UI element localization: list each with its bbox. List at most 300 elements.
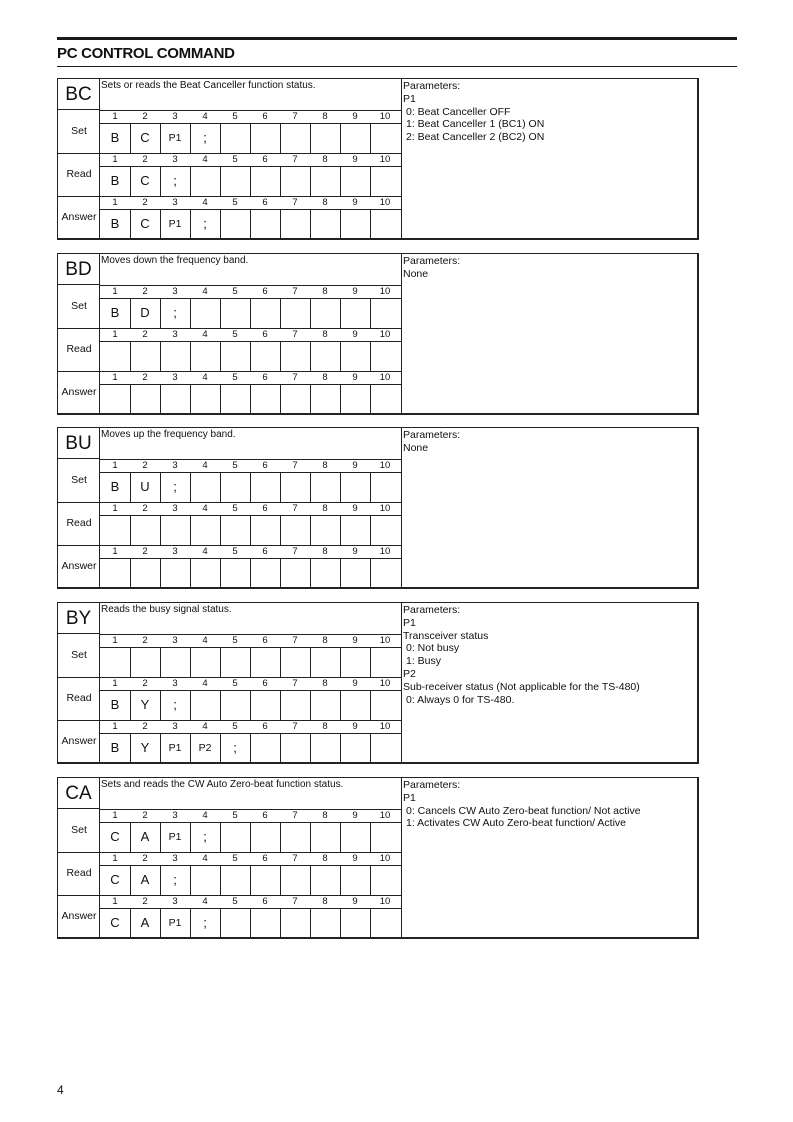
char-cell [280,298,310,328]
column-number: 3 [172,896,178,907]
column-number: 9 [352,635,358,646]
column-number: 4 [202,111,208,122]
column-number: 7 [292,154,298,165]
char-cell [250,384,280,414]
char-cell [250,822,280,852]
grid-line [340,822,341,852]
char-cell [190,298,220,328]
column-number: 6 [262,678,268,689]
grid-line [220,908,221,938]
column-number: 7 [292,503,298,514]
char-cell [220,865,250,895]
char-cell [280,733,310,763]
grid-line [280,865,281,895]
grid-line [250,647,251,677]
char-cell [220,166,250,196]
char-cell [370,822,400,852]
grid-line [160,647,161,677]
grid-line [220,384,221,414]
column-number: 9 [352,721,358,732]
char-cell [340,558,370,588]
answer-row [100,545,401,588]
column-number: 5 [232,896,238,907]
column-number: 2 [142,372,148,383]
read-row [100,153,401,196]
grid-line [130,472,131,502]
column-number: 2 [142,810,148,821]
row-label-read: Read [66,168,92,180]
column-number-row [100,371,401,384]
row-label-read: Read [66,343,92,355]
char-cell [370,647,400,677]
column-number: 2 [142,635,148,646]
char-cell [310,123,340,153]
char-cell [160,341,190,371]
grid-line [130,822,131,852]
char-cell: A [140,872,150,887]
parameter-divider [401,254,402,414]
set-row [100,285,401,328]
column-number: 10 [379,286,391,297]
char-cell: B [110,479,120,494]
grid-line [160,733,161,763]
grid-line [250,515,251,545]
column-number: 10 [379,154,391,165]
column-number: 8 [322,546,328,557]
grid-line [340,865,341,895]
grid-line [250,865,251,895]
command-table-ca [57,777,699,939]
grid-line [250,733,251,763]
column-number: 6 [262,286,268,297]
char-cell [280,123,310,153]
column-number: 2 [142,329,148,340]
column-number-row [100,634,401,647]
grid-line [190,123,191,153]
column-number: 4 [202,546,208,557]
column-number: 5 [232,678,238,689]
char-cell: C [110,915,120,930]
grid-line [190,341,191,371]
grid-line [310,341,311,371]
column-number: 9 [352,853,358,864]
char-cell [130,558,160,588]
command-code: CA [58,778,100,809]
char-cell [220,384,250,414]
grid-line [220,515,221,545]
row-label-column [58,285,100,414]
column-number: 2 [142,896,148,907]
char-cell: ; [173,872,177,887]
grid-line [220,123,221,153]
grid-line [220,209,221,239]
column-number: 8 [322,503,328,514]
grid-line [100,545,401,546]
grid-line [370,209,371,239]
parameter-line: Parameters: [403,429,461,441]
column-number: 3 [172,286,178,297]
column-number: 3 [172,678,178,689]
char-cell: C [110,872,120,887]
column-number: 3 [172,503,178,514]
column-number-row [100,459,401,472]
set-row [100,110,401,153]
char-cell [160,647,190,677]
char-cell: B [110,697,120,712]
char-cell [130,384,160,414]
char-cell [280,384,310,414]
column-number-row [100,545,401,558]
grid-line [250,908,251,938]
command-code: BC [58,79,100,110]
row-label-set: Set [71,824,87,836]
column-number: 5 [232,154,238,165]
parameter-line: P2 [403,667,416,680]
column-number: 4 [202,460,208,471]
column-number: 6 [262,111,268,122]
char-cell [340,472,370,502]
char-cell [250,908,280,938]
column-number: 8 [322,853,328,864]
grid-line [130,384,131,414]
grid-line [160,209,161,239]
char-cell [310,341,340,371]
char-cell [220,908,250,938]
grid-line [190,384,191,414]
grid-line [280,822,281,852]
grid-line [370,166,371,196]
column-number: 2 [142,853,148,864]
char-cell [370,298,400,328]
column-number: 7 [292,810,298,821]
row-label-set: Set [71,649,87,661]
grid-line [100,502,401,503]
char-cell [370,690,400,720]
command-description: Moves down the frequency band. [101,255,249,266]
column-number: 8 [322,286,328,297]
grid-line [370,123,371,153]
char-cell: B [110,216,120,231]
row-label-column [58,110,100,239]
row-divider [58,677,100,678]
char-cell [280,209,310,239]
char-cell [280,341,310,371]
grid-line [250,166,251,196]
grid-line [250,690,251,720]
char-cell [130,515,160,545]
row-divider [58,895,100,896]
char-cell [370,209,400,239]
column-number: 10 [379,329,391,340]
column-number: 5 [232,372,238,383]
column-number: 3 [172,197,178,208]
column-number: 4 [202,154,208,165]
grid-line [340,690,341,720]
grid-line [370,558,371,588]
column-number: 10 [379,197,391,208]
read-row [100,677,401,720]
parameter-line: 1: Busy [406,655,442,668]
grid-line [280,908,281,938]
parameter-line: Parameters: [403,604,461,616]
command-code: BY [58,603,100,634]
char-cell [280,647,310,677]
grid-line [280,647,281,677]
column-number: 1 [112,460,118,471]
char-cell [370,166,400,196]
char-cell: C [110,829,120,844]
grid-line [250,341,251,371]
grid-line [190,822,191,852]
row-divider [58,545,100,546]
column-number: 7 [292,197,298,208]
char-cell [340,209,370,239]
char-cell [250,558,280,588]
grid-line [190,298,191,328]
column-number: 10 [379,546,391,557]
parameter-line: 0: Always 0 for TS-480. [406,693,515,706]
char-cell [100,341,130,371]
column-number: 2 [142,460,148,471]
char-cell: P1 [168,742,182,754]
grid-line [310,166,311,196]
row-divider [58,852,100,853]
column-number: 2 [142,197,148,208]
column-number: 4 [202,853,208,864]
grid-line [190,647,191,677]
column-number-row [100,196,401,209]
grid-line [340,384,341,414]
column-number: 9 [352,503,358,514]
char-cell: ; [173,479,177,494]
char-cell [340,690,370,720]
grid-line [130,341,131,371]
column-number: 6 [262,635,268,646]
column-number: 8 [322,154,328,165]
grid-line [220,298,221,328]
column-number: 5 [232,460,238,471]
char-cell [190,647,220,677]
command-code: BD [58,254,100,285]
char-cell: ; [173,173,177,188]
grid-line [160,515,161,545]
char-cell [130,341,160,371]
grid-line [340,166,341,196]
command-table-bd [57,253,699,415]
parameter-line: Parameters: [403,255,461,267]
char-cell [190,341,220,371]
char-cell [280,822,310,852]
column-number-row [100,809,401,822]
char-cell [160,384,190,414]
column-number: 2 [142,721,148,732]
grid-line [130,558,131,588]
column-number: 1 [112,503,118,514]
char-cell: U [140,479,150,494]
grid-line [310,472,311,502]
char-cell [340,865,370,895]
char-cell: A [140,915,150,930]
column-number: 6 [262,460,268,471]
grid-line [280,166,281,196]
column-number-row [100,153,401,166]
char-cell [340,647,370,677]
char-cell [250,690,280,720]
grid-line [160,472,161,502]
row-label-answer: Answer [61,735,97,747]
column-number: 1 [112,372,118,383]
column-number: 1 [112,678,118,689]
column-number: 5 [232,721,238,732]
parameters-panel [403,429,695,455]
char-cell: B [110,173,120,188]
grid-line [220,341,221,371]
grid-line [190,908,191,938]
column-number: 6 [262,372,268,383]
grid-line [370,384,371,414]
grid-line [160,822,161,852]
char-cell: B [110,740,120,755]
column-number: 7 [292,721,298,732]
column-number-row [100,852,401,865]
grid-line [340,515,341,545]
char-cell [310,865,340,895]
grid-line [340,908,341,938]
char-cell [250,209,280,239]
char-cell [220,209,250,239]
char-cell [280,166,310,196]
column-number: 7 [292,896,298,907]
set-row [100,634,401,677]
command-grid [100,634,401,763]
column-number: 10 [379,853,391,864]
column-number: 5 [232,286,238,297]
grid-line [160,558,161,588]
row-label-answer: Answer [61,386,97,398]
column-number-row [100,677,401,690]
column-number: 3 [172,111,178,122]
read-row [100,852,401,895]
grid-line [340,298,341,328]
parameter-line: None [403,441,429,454]
column-number-row [100,285,401,298]
char-cell: Y [140,740,150,755]
grid-line [220,690,221,720]
column-number: 8 [322,896,328,907]
grid-line [310,515,311,545]
column-number: 1 [112,546,118,557]
grid-line [280,472,281,502]
column-number: 6 [262,810,268,821]
column-number: 7 [292,546,298,557]
parameter-line: P1 [403,791,416,804]
column-number: 7 [292,853,298,864]
row-label-set: Set [71,474,87,486]
parameter-divider [401,79,402,239]
char-cell [370,515,400,545]
page-title: PC CONTROL COMMAND [57,45,235,62]
char-cell [190,515,220,545]
column-number: 7 [292,678,298,689]
char-cell [280,690,310,720]
char-cell [310,908,340,938]
char-cell [220,123,250,153]
grid-line [370,822,371,852]
grid-line [280,209,281,239]
char-cell [280,908,310,938]
row-label-column [58,634,100,763]
char-cell [220,690,250,720]
grid-line [190,690,191,720]
grid-line [370,298,371,328]
command-description: Moves up the frequency band. [101,429,236,440]
char-cell: P1 [168,132,182,144]
grid-line [220,647,221,677]
char-cell [310,558,340,588]
column-number: 10 [379,460,391,471]
header-rule-thin [57,66,737,67]
char-cell: P1 [168,917,182,929]
grid-line [340,123,341,153]
char-cell [310,298,340,328]
char-cell: C [140,130,150,145]
column-number: 9 [352,546,358,557]
read-row [100,502,401,545]
char-cell [100,515,130,545]
column-number: 1 [112,154,118,165]
row-label-read: Read [66,517,92,529]
grid-line [250,472,251,502]
char-cell [220,298,250,328]
grid-line [100,720,401,721]
parameter-divider [401,428,402,588]
grid-line [160,341,161,371]
column-number: 5 [232,329,238,340]
char-cell [370,123,400,153]
column-number: 10 [379,111,391,122]
grid-line [310,558,311,588]
grid-line [100,371,401,372]
char-cell [280,472,310,502]
command-grid [100,809,401,938]
grid-line [100,895,401,896]
column-number: 3 [172,372,178,383]
column-number: 9 [352,286,358,297]
grid-line [130,515,131,545]
column-number: 3 [172,721,178,732]
column-number-row [100,502,401,515]
grid-line [100,196,401,197]
grid-line [190,166,191,196]
grid-line [370,341,371,371]
char-cell [220,341,250,371]
char-cell [370,384,400,414]
grid-line [160,166,161,196]
char-cell [220,558,250,588]
command-description: Sets and reads the CW Auto Zero-beat function status. [101,779,344,790]
column-number: 3 [172,635,178,646]
char-cell [250,647,280,677]
grid-line [160,384,161,414]
char-cell [100,384,130,414]
grid-line [310,908,311,938]
parameter-line: 1: Activates CW Auto Zero-beat function/ Active [406,817,627,830]
grid-line [100,328,401,329]
char-cell [250,472,280,502]
char-cell [250,123,280,153]
row-label-read: Read [66,692,92,704]
column-number: 9 [352,197,358,208]
